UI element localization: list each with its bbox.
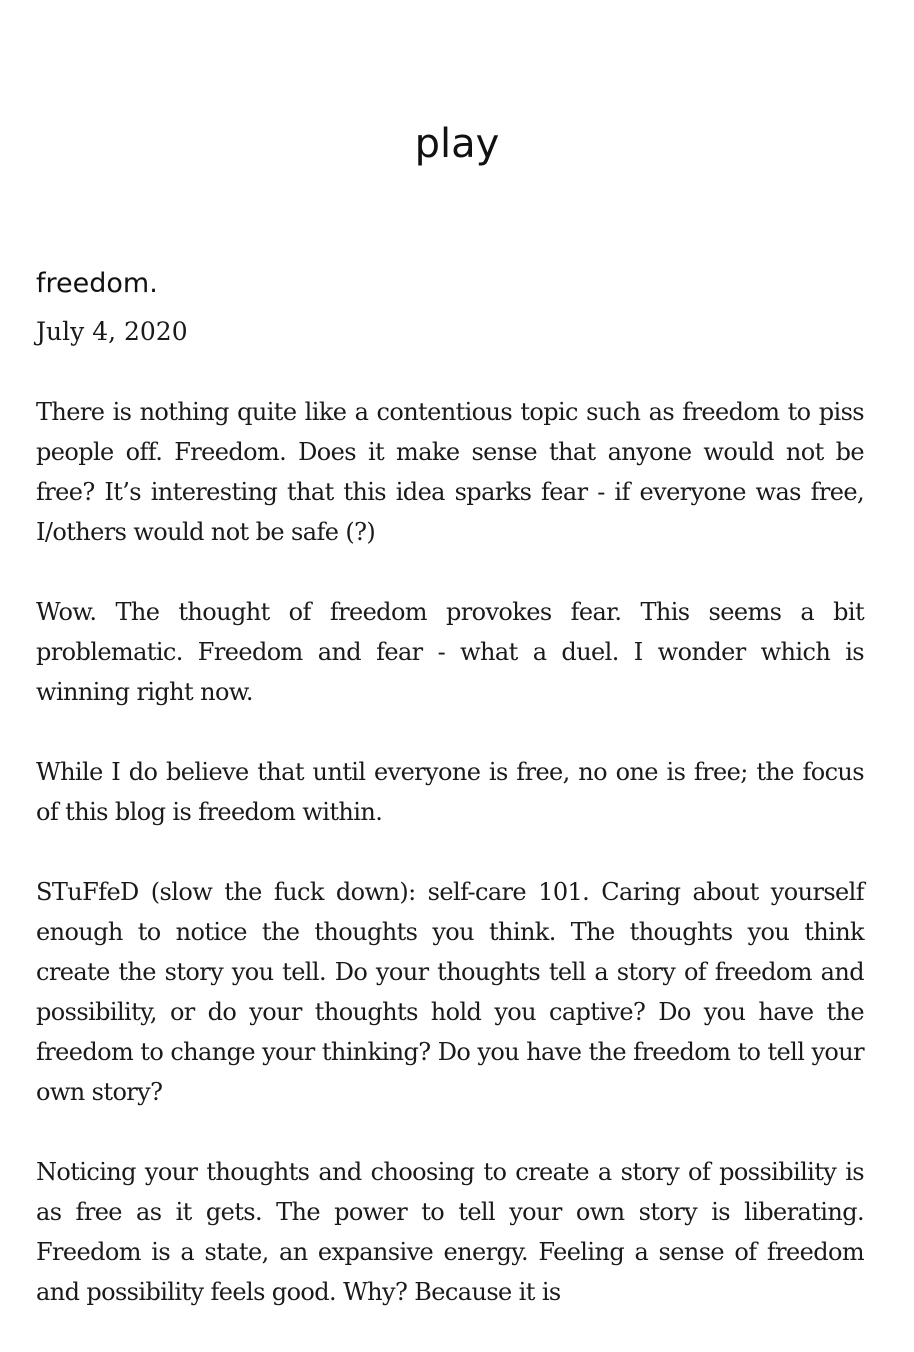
post-paragraph: There is nothing quite like a contentious topic such as freedom to piss people off. Freedom. Does it make sense that anyone would not be free? It’s interesting that this idea sparks fear - if everyone was free, I/others would not be safe (?) xyxy=(36,398,864,546)
blog-post xyxy=(36,262,864,1352)
post-paragraph: Noticing your thoughts and choosing to create a story of possibility is as free as it gets. The power to tell your own story is liberating. Freedom is a state, an expansive energy. Feeling a sense of freedom and possibility feels good. Why? Because it is xyxy=(36,1158,864,1306)
post-date[interactable]: July 4, 2020 xyxy=(36,317,188,346)
post-title[interactable]: freedom. xyxy=(36,268,158,299)
post-paragraph: STuFfeD (slow the fuck down): self-care 101. Caring about yourself enough to notice the thoughts you think. The thoughts you think create the story you tell. Do your thoughts tell a story of freedom and possibility, or do your thoughts hold you captive? Do you have the freedom to change your thinking? Do you have the freedom to tell your own story? xyxy=(36,878,864,1106)
post-paragraph: Wow. The thought of freedom provokes fear. This seems a bit problematic. Freedom and fear - what a duel. I wonder which is winning right now. xyxy=(36,598,864,706)
post-body xyxy=(36,392,864,1312)
post-paragraph: While I do believe that until everyone is free, no one is free; the focus of this blog is freedom within. xyxy=(36,758,864,826)
site-title[interactable]: play xyxy=(414,121,500,167)
